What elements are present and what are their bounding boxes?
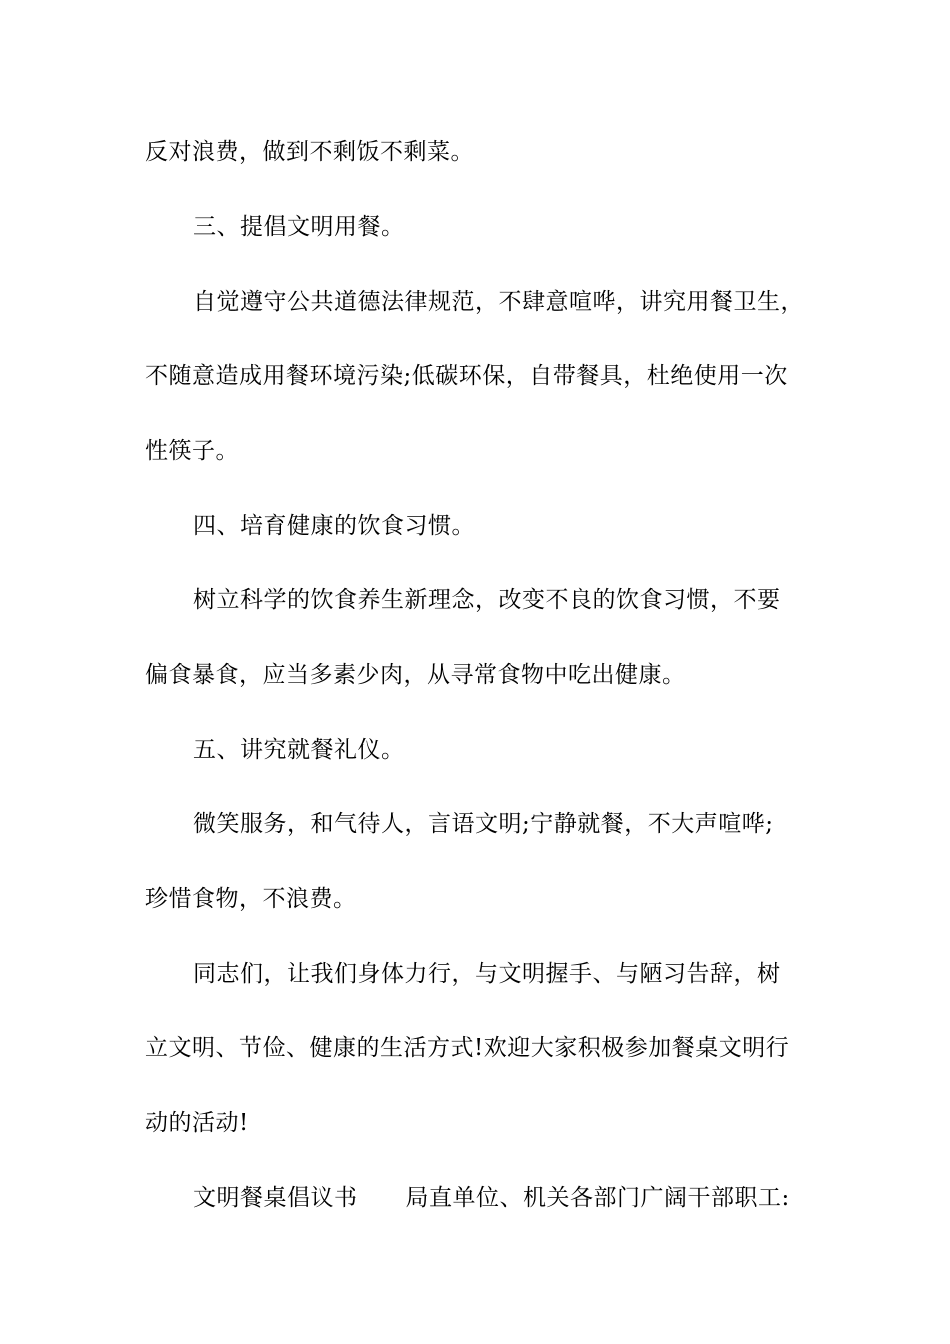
document-title: 文明餐桌倡议书 [193, 1185, 358, 1211]
addressee: 局直单位、机关各部门广阔干部职工: [405, 1185, 790, 1211]
text-line: 自觉遵守公共道德法律规范，不肆意喧哗，讲究用餐卫生， [193, 289, 804, 315]
text-line: 偏食暴食，应当多素少肉，从寻常食物中吃出健康。 [145, 662, 686, 688]
section-heading: 三、提倡文明用餐。 [193, 214, 405, 240]
text-line: 动的活动! [145, 1110, 249, 1136]
text-line: 反对浪费，做到不剩饭不剩菜。 [145, 139, 474, 165]
section-heading: 四、培育健康的饮食习惯。 [193, 513, 475, 539]
text-line: 立文明、节俭、健康的生活方式!欢迎大家积极参加餐桌文明行 [145, 1035, 790, 1061]
text-line: 同志们，让我们身体力行，与文明握手、与陋习告辞，树 [193, 961, 781, 987]
text-line: 树立科学的饮食养生新理念，改变不良的饮食习惯，不要 [193, 587, 781, 613]
title-line [0, 1180, 950, 1216]
text-line: 不随意造成用餐环境污染;低碳环保，自带餐具，杜绝使用一次 [145, 363, 788, 389]
section-heading: 五、讲究就餐礼仪。 [193, 737, 405, 763]
text-line: 微笑服务，和气待人，言语文明;宁静就餐，不大声喧哗; [193, 811, 774, 837]
text-line: 性筷子。 [145, 438, 239, 464]
text-line: 珍惜食物，不浪费。 [145, 886, 357, 912]
